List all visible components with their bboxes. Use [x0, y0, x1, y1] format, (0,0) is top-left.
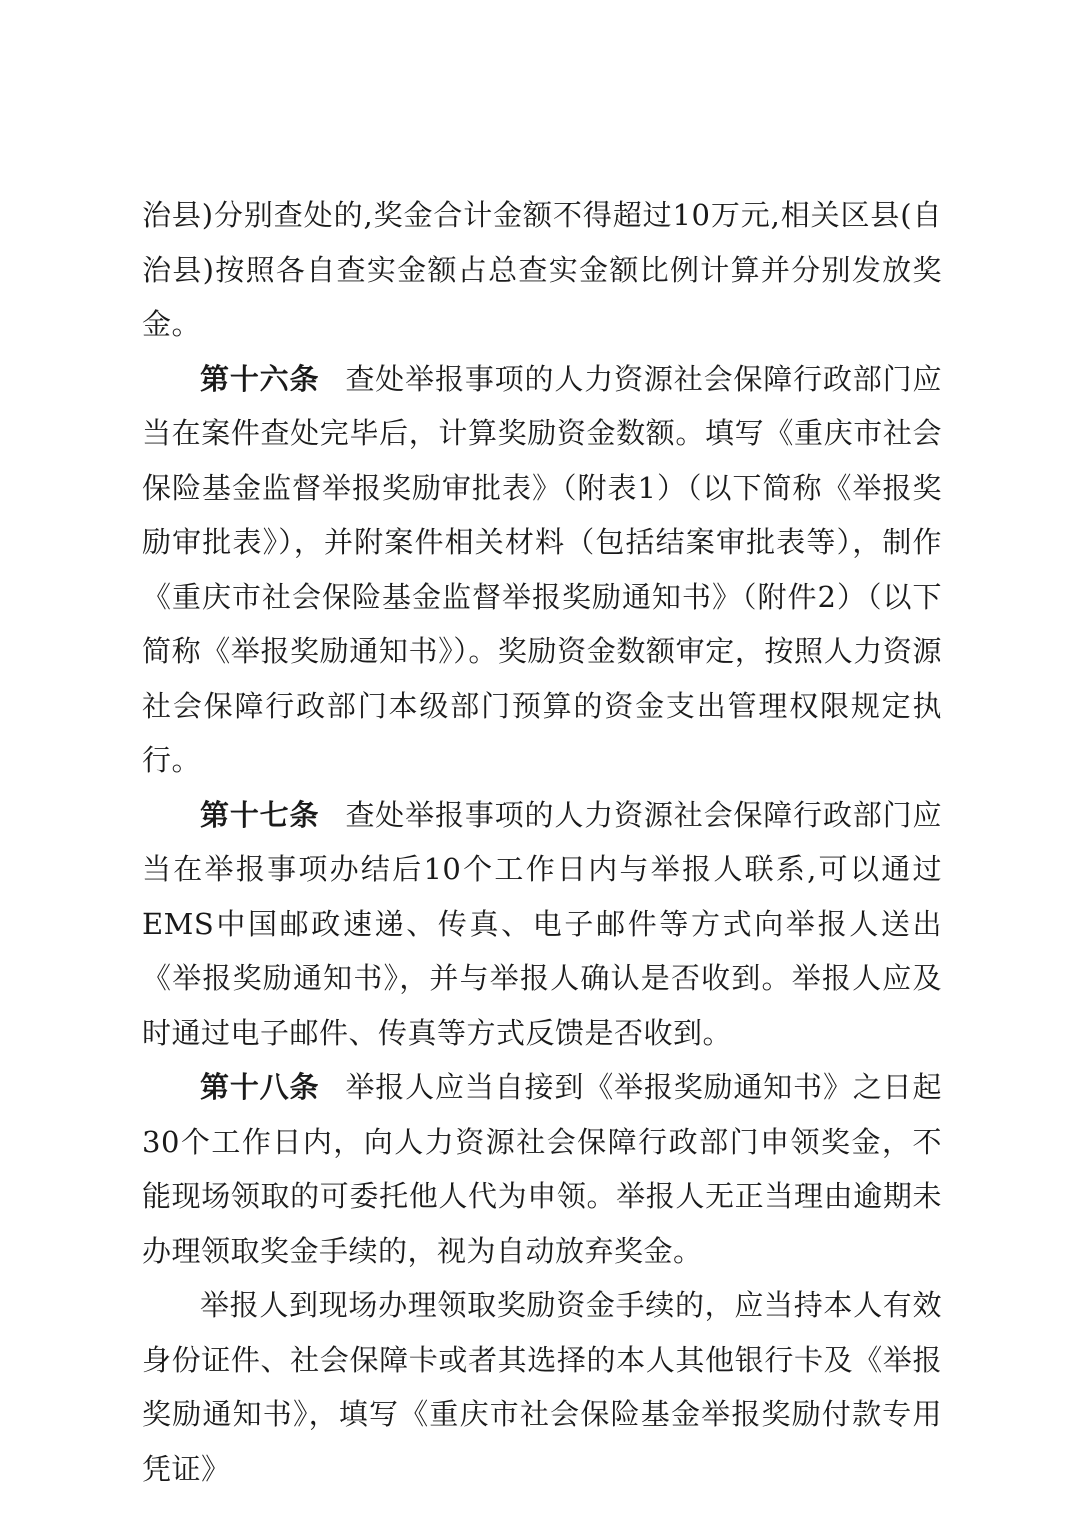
article-number: 第十七条	[200, 797, 320, 832]
article-17-paragraph	[142, 788, 942, 1061]
paragraph-text: 查处举报事项的人力资源社会保障行政部门应当在举报事项办结后10个工作日内与举报人联系,可以通过EMS中国邮政速递、传真、电子邮件等方式向举报人送出《举报奖励通知书》，并与举报人确认是否收到。举报人应及时通过电子邮件、传真等方式反馈是否收到。	[142, 797, 942, 1050]
document-body	[142, 188, 942, 1496]
article-18-second-paragraph	[142, 1278, 942, 1496]
paragraph-text: 举报人应当自接到《举报奖励通知书》之日起30个工作日内，向人力资源社会保障行政部门申领奖金，不能现场领取的可委托他人代为申领。举报人无正当理由逾期未办理领取奖金手续的，视为自动放弃奖金。	[142, 1070, 942, 1268]
article-number: 第十八条	[200, 1070, 320, 1104]
paragraph-continuation	[142, 188, 942, 352]
paragraph-text: 举报人到现场办理领取奖励资金手续的，应当持本人有效身份证件、社会保障卡或者其选择的本人其他银行卡及《举报奖励通知书》，填写《重庆市社会保险基金举报奖励付款专用凭证》	[142, 1288, 942, 1486]
article-18-paragraph	[142, 1060, 942, 1278]
paragraph-text: 治县)分别查处的,奖金合计金额不得超过10万元,相关区县(自治县)按照各自查实金额占总查实金额比例计算并分别发放奖金。	[142, 198, 942, 341]
article-number: 第十六条	[200, 361, 320, 396]
article-16-paragraph	[142, 352, 942, 788]
paragraph-text: 查处举报事项的人力资源社会保障行政部门应当在案件查处完毕后，计算奖励资金数额。填写《重庆市社会保险基金监督举报奖励审批表》（附表1）（以下简称《举报奖励审批表》），并附案件相关材料（包括结案审批表等），制作《重庆市社会保险基金监督举报奖励通知书》（附件2）（以下简称《举报奖励通知书》）。奖励资金数额审定，按照人力资源社会保障行政部门本级部门预算的资金支出管理权限规定执行。	[142, 361, 942, 777]
